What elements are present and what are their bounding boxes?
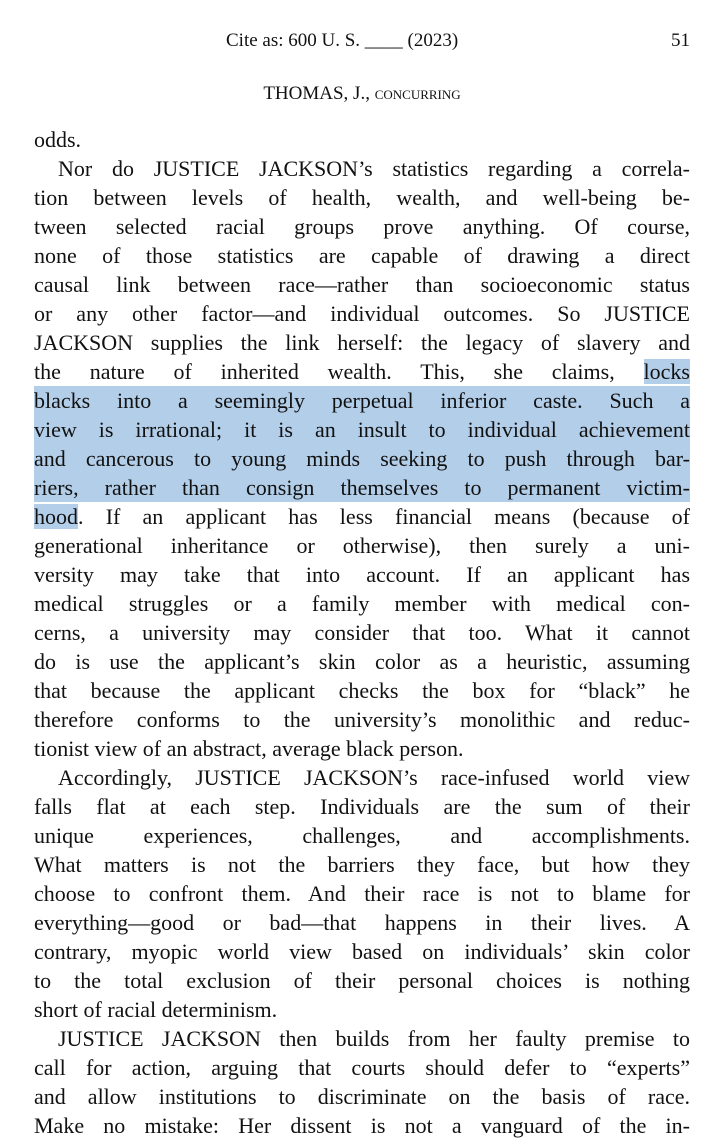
text-segment: everything—good or bad—that happens in their lives. A: [34, 910, 690, 935]
text-segment: Make no mistake: Her dissent is not a vanguard of the in-: [34, 1113, 690, 1138]
text-line: [34, 502, 690, 531]
text-segment: and allow institutions to discriminate on the basis of race.: [34, 1084, 690, 1109]
text-line: [34, 328, 690, 357]
text-line: [34, 676, 690, 705]
text-line: [34, 647, 690, 676]
highlighted-line: [34, 386, 690, 415]
text-line: [34, 879, 690, 908]
highlighted-text: hood: [34, 504, 78, 529]
page-number: 51: [671, 30, 690, 51]
text-line: [34, 937, 690, 966]
opinion-author: THOMAS, J., concurring: [263, 83, 461, 104]
text-line: [34, 357, 690, 386]
text-line: [34, 299, 690, 328]
text-line: [34, 154, 690, 183]
text-segment: causal link between race—rather than socioeconomic status: [34, 272, 690, 297]
citation: Cite as: 600 U. S. ____ (2023): [226, 30, 459, 51]
text-segment: or any other factor—and individual outcomes. So JUSTICE: [34, 301, 690, 326]
text-segment: JUSTICE JACKSON then builds from her faulty premise to: [58, 1026, 690, 1051]
text-segment: versity may take that into account. If an applicant has: [34, 562, 690, 587]
text-segment: call for action, arguing that courts should defer to “experts”: [34, 1055, 690, 1080]
text-segment: to the total exclusion of their personal choices is nothing: [34, 968, 690, 993]
text-line: [34, 560, 690, 589]
text-segment: cerns, a university may consider that too. What it cannot: [34, 620, 690, 645]
text-segment: choose to confront them. And their race is not to blame for: [34, 881, 690, 906]
text-segment: contrary, myopic world view based on individuals’ skin color: [34, 939, 690, 964]
text-line: [34, 125, 690, 154]
text-segment: and cancerous to young minds seeking to push through bar-: [34, 446, 690, 471]
text-segment: none of those statistics are capable of drawing a direct: [34, 243, 690, 268]
text-line: [34, 1082, 690, 1111]
text-line: [34, 966, 690, 995]
text-segment: unique experiences, challenges, and accomplishments.: [34, 823, 690, 848]
opinion-body: [34, 125, 690, 1140]
text-segment: that because the applicant checks the box for “black” he: [34, 678, 690, 703]
text-line: [34, 1024, 690, 1053]
text-segment: short of racial determinism.: [34, 997, 278, 1022]
page-header: [34, 30, 690, 60]
text-segment: . If an applicant has less financial means (because of: [78, 504, 690, 529]
text-segment: generational inheritance or otherwise), then surely a uni-: [34, 533, 690, 558]
text-segment: JACKSON supplies the link herself: the legacy of slavery and: [34, 330, 690, 355]
text-segment: Accordingly, JUSTICE JACKSON’s race-infused world view: [58, 765, 690, 790]
text-segment: tionist view of an abstract, average black person.: [34, 736, 464, 761]
text-line: [34, 850, 690, 879]
text-line: [34, 531, 690, 560]
text-segment: odds.: [34, 127, 82, 152]
text-segment: therefore conforms to the university’s monolithic and reduc-: [34, 707, 690, 732]
highlighted-line: [34, 444, 690, 473]
text-line: [34, 589, 690, 618]
text-segment: What matters is not the barriers they face, but how they: [34, 852, 690, 877]
text-segment: Nor do JUSTICE JACKSON’s statistics regarding a correla-: [58, 156, 690, 181]
text-segment: tion between levels of health, wealth, and well-being be-: [34, 185, 690, 210]
text-line: [34, 995, 690, 1024]
text-line: [34, 618, 690, 647]
text-line: [34, 1053, 690, 1082]
text-line: [34, 792, 690, 821]
text-line: [34, 212, 690, 241]
text-line: [34, 908, 690, 937]
text-line: [34, 241, 690, 270]
text-line: [34, 183, 690, 212]
text-segment: riers, rather than consign themselves to permanent victim-: [34, 475, 690, 500]
text-segment: do is use the applicant’s skin color as a heuristic, assuming: [34, 649, 690, 674]
text-segment: blacks into a seemingly perpetual inferior caste. Such a: [34, 388, 690, 413]
text-segment: medical struggles or a family member with medical con-: [34, 591, 690, 616]
text-line: [34, 821, 690, 850]
highlighted-text: locks: [643, 359, 690, 384]
text-line: [34, 705, 690, 734]
text-line: [34, 270, 690, 299]
text-line: [34, 763, 690, 792]
text-segment: falls flat at each step. Individuals are the sum of their: [34, 794, 690, 819]
text-segment: tween selected racial groups prove anything. Of course,: [34, 214, 690, 239]
highlighted-line: [34, 415, 690, 444]
text-line: [34, 1111, 690, 1140]
highlighted-line: [34, 473, 690, 502]
text-line: [34, 734, 690, 763]
document-page: [34, 0, 690, 1146]
text-segment: the nature of inherited wealth. This, she claims,: [34, 359, 644, 384]
text-segment: view is irrational; it is an insult to individual achievement: [34, 417, 690, 442]
